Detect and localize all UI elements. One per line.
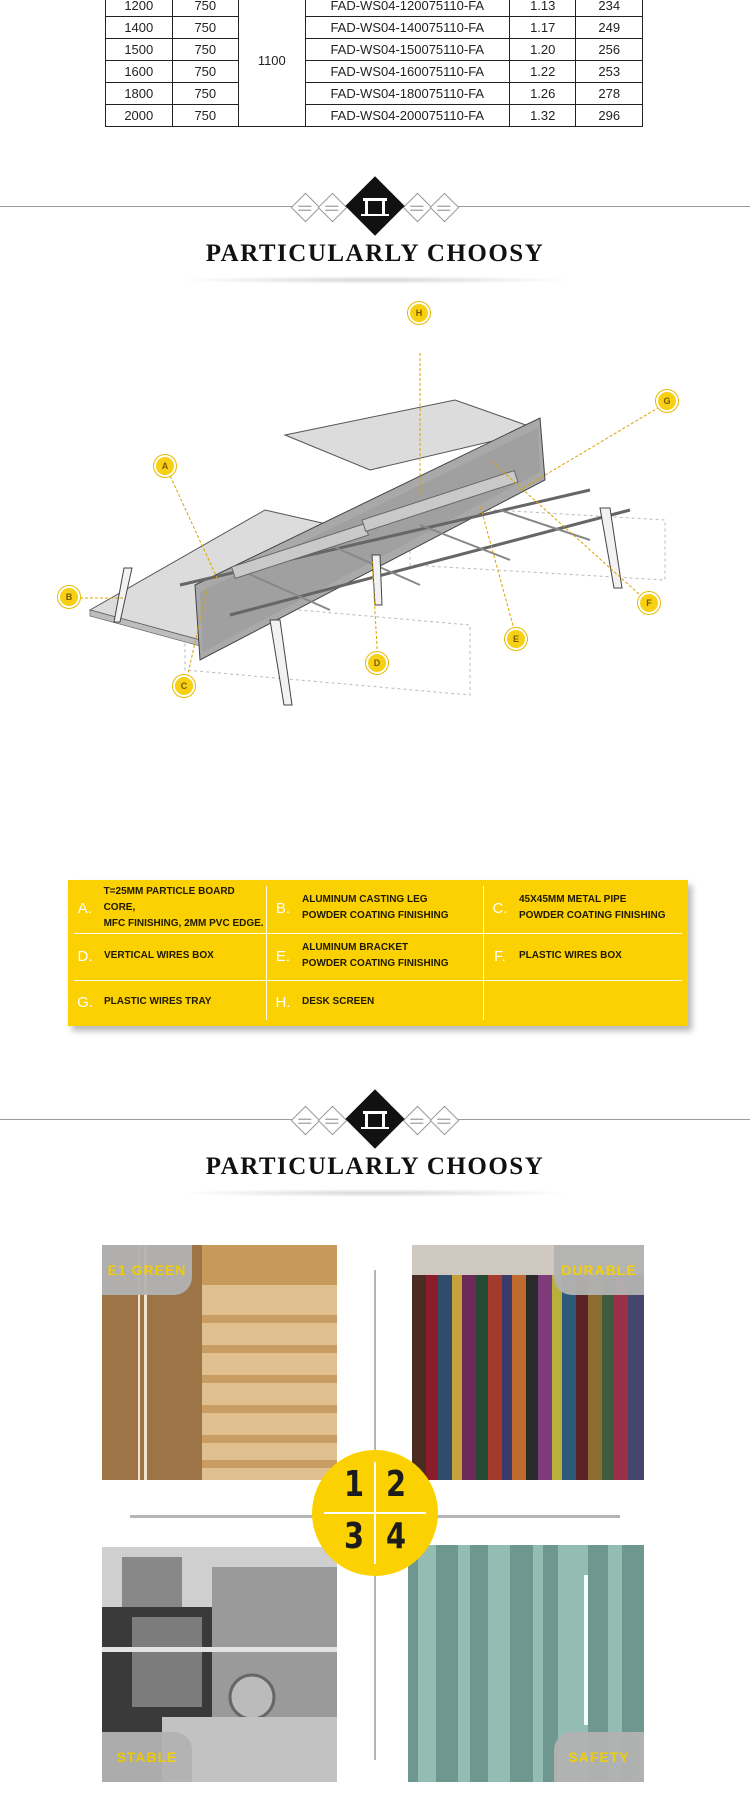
table-cell-weight: 256 (576, 39, 643, 61)
divider-line (0, 1119, 300, 1120)
table-cell-volume: 1.17 (509, 17, 576, 39)
table-cell-volume: 1.32 (509, 105, 576, 127)
table-cell-volume: 1.22 (509, 61, 576, 83)
legend-line: PLASTIC WIRES BOX (519, 950, 622, 961)
table-cell-code: FAD-WS04-120075110-FA (305, 0, 509, 17)
table-row (106, 61, 643, 83)
legend-line: T=25MM PARTICLE BOARD CORE, (103, 886, 235, 913)
callout-b: B (58, 586, 80, 608)
table-row (106, 105, 643, 127)
table-row (106, 83, 643, 105)
legend-letter: A. (77, 899, 92, 917)
legend-letter: C. (492, 899, 508, 917)
feature-grid (0, 1240, 750, 1795)
table-cell-volume: 1.26 (509, 83, 576, 105)
tile-machinery-image (102, 1547, 337, 1782)
desk-icon (356, 1103, 394, 1137)
legend-line: ALUMINUM BRACKET (302, 942, 409, 953)
section-title: PARTICULARLY CHOOSY (205, 240, 545, 267)
callout-d: D (366, 652, 388, 674)
table-cell-length: 2000 (106, 105, 173, 127)
legend-line: POWDER COATING FINISHING (519, 910, 666, 921)
table-cell-height: 750 (172, 105, 238, 127)
table-cell-weight: 249 (576, 17, 643, 39)
diamond-ornament-icon (430, 1106, 460, 1136)
workstation-illustration (0, 330, 750, 810)
legend-item-a (68, 884, 266, 932)
tile-label: SAFETY (554, 1732, 644, 1782)
feature-number-4: 4 (385, 1516, 407, 1557)
table-cell-height: 750 (172, 17, 238, 39)
number-badge (312, 1450, 438, 1576)
tile-swatches-image (412, 1245, 644, 1480)
legend-line: POWDER COATING FINISHING (302, 958, 449, 969)
callout-a: A (154, 455, 176, 477)
feature-number-1: 1 (343, 1464, 365, 1505)
table-cell-height: 750 (172, 39, 238, 61)
spec-table (105, 0, 643, 127)
table-cell-weight: 234 (576, 0, 643, 17)
diamond-ornament-icon (430, 193, 460, 223)
tile-glass-image (408, 1545, 644, 1782)
badge-divider (324, 1512, 426, 1514)
table-cell-length: 1500 (106, 39, 173, 61)
parts-legend (68, 880, 688, 1026)
diamond-ornament-icon (318, 193, 348, 223)
table-cell-length: 1800 (106, 83, 173, 105)
table-cell-height: 750 (172, 83, 238, 105)
table-cell-code: FAD-WS04-150075110-FA (305, 39, 509, 61)
table-cell-height: 750 (172, 61, 238, 83)
legend-item-e (266, 932, 483, 980)
callout-c: C (173, 675, 195, 697)
section-title: PARTICULARLY CHOOSY (205, 1153, 545, 1180)
tile-label: STABLE (102, 1732, 192, 1782)
tile-board-stack-image (102, 1245, 337, 1480)
callout-h: H (408, 302, 430, 324)
legend-item-f (483, 932, 688, 980)
callout-g: G (656, 390, 678, 412)
feature-number-3: 3 (343, 1516, 365, 1557)
diamond-ornament-icon (291, 193, 321, 223)
divider-line (0, 206, 300, 207)
legend-letter: H. (275, 993, 291, 1011)
table-row (106, 0, 643, 17)
legend-item-h (266, 978, 483, 1026)
table-cell-weight: 253 (576, 61, 643, 83)
table-cell-height: 750 (172, 0, 238, 17)
table-cell-code: FAD-WS04-200075110-FA (305, 105, 509, 127)
table-cell-volume: 1.20 (509, 39, 576, 61)
diamond-ornament-icon (403, 1106, 433, 1136)
legend-item-c (483, 884, 688, 932)
table-cell-code: FAD-WS04-180075110-FA (305, 83, 509, 105)
feature-number-2: 2 (385, 1464, 407, 1505)
tile-label: DURABLE (554, 1245, 644, 1295)
legend-line: DESK SCREEN (302, 996, 375, 1007)
title-shadow (175, 1189, 575, 1197)
diamond-ornament-icon (291, 1106, 321, 1136)
title-shadow (175, 276, 575, 284)
table-cell-weight: 278 (576, 83, 643, 105)
legend-line: MFC FINISHING, 2MM PVC EDGE. (103, 918, 264, 929)
desk-icon (356, 190, 394, 224)
table-cell-width: 1100 (239, 0, 306, 127)
table-row (106, 39, 643, 61)
diamond-ornament-icon (403, 193, 433, 223)
table-row (106, 17, 643, 39)
divider-line (452, 1119, 750, 1120)
section-header-1 (0, 180, 750, 300)
legend-letter: D. (77, 947, 93, 965)
section-header-2 (0, 1093, 750, 1213)
legend-item-d (68, 932, 266, 980)
divider-line (452, 206, 750, 207)
legend-line: ALUMINUM CASTING LEG (302, 894, 428, 905)
legend-line: PLASTIC WIRES TRAY (104, 996, 212, 1007)
legend-item-g (68, 978, 266, 1026)
legend-letter: F. (494, 947, 506, 965)
table-cell-length: 1600 (106, 61, 173, 83)
callout-f: F (638, 592, 660, 614)
legend-line: POWDER COATING FINISHING (302, 910, 449, 921)
table-cell-length: 1200 (106, 0, 173, 17)
tile-label: E1 GREEN (102, 1245, 192, 1295)
legend-line: 45X45MM METAL PIPE (519, 894, 627, 905)
legend-letter: E. (275, 947, 291, 965)
table-cell-code: FAD-WS04-140075110-FA (305, 17, 509, 39)
table-cell-length: 1400 (106, 17, 173, 39)
legend-item-b (266, 884, 483, 932)
table-cell-volume: 1.13 (509, 0, 576, 17)
table-cell-code: FAD-WS04-160075110-FA (305, 61, 509, 83)
desk-diagram (0, 308, 750, 810)
legend-letter: B. (275, 899, 291, 917)
callout-e: E (505, 628, 527, 650)
legend-line: VERTICAL WIRES BOX (104, 950, 214, 961)
diamond-ornament-icon (318, 1106, 348, 1136)
table-cell-weight: 296 (576, 105, 643, 127)
legend-letter: G. (77, 993, 93, 1011)
